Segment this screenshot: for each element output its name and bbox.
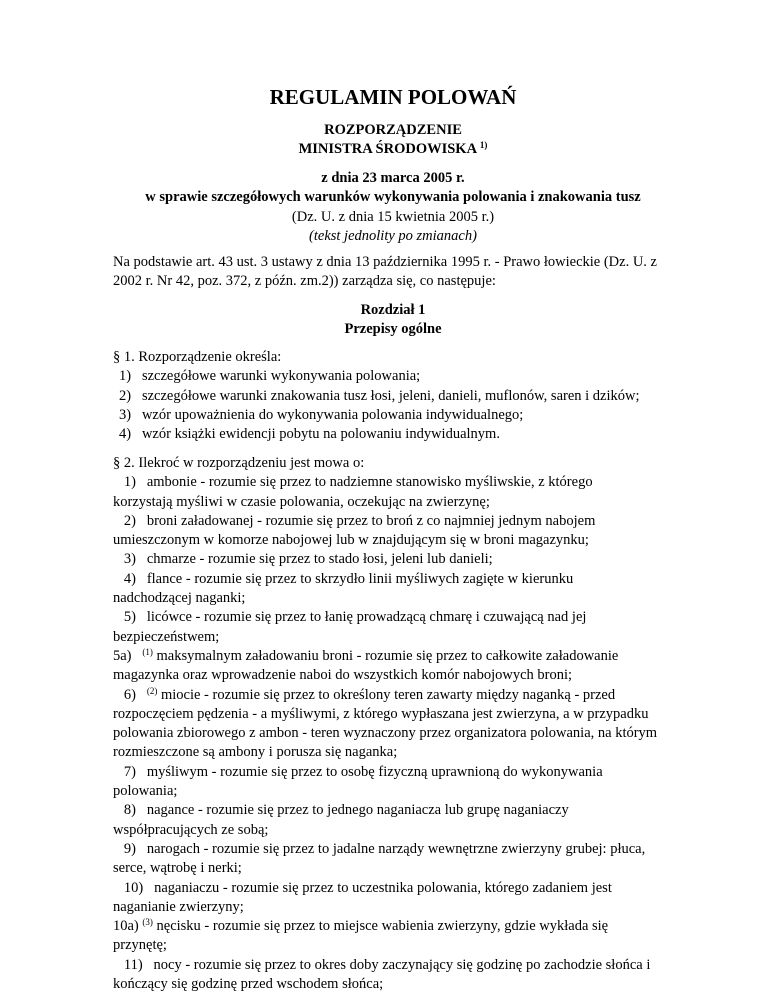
preamble-line: Na podstawie art. 43 ust. 3 ustawy z dnia 13 października 1995 r. - Prawo łowieckie (Dz. U. z xyxy=(113,254,657,270)
definition-line: 7) myśliwym - rozumie się przez to osobę fizyczną uprawnioną do wykonywania xyxy=(113,763,603,780)
chapter-heading xyxy=(113,301,673,340)
definition-line: serce, wątrobę i nerki; xyxy=(113,860,242,877)
item-number: 6) xyxy=(113,686,147,703)
definition-text: maksymalnym załadowaniu broni - rozumie się przez to całkowite załadowanie xyxy=(152,647,619,664)
definition-line: rozpoczęciem pędzenia - a myśliwymi, z którego wypłaszana jest zwierzyna, a w przypadku xyxy=(113,705,649,722)
definition-line: rozmieszczone są ambony i porusza się naganka; xyxy=(113,744,398,761)
preamble xyxy=(113,253,673,292)
list-item: 1) szczegółowe warunki wykonywania polowania; xyxy=(119,368,421,385)
regulation-subject: w sprawie szczegółowych warunków wykonywania polowania i znakowania tusz xyxy=(145,189,641,206)
definition-line: 5) licówce - rozumie się przez to łanię prowadzącą chmarę i czuwającą nad jej xyxy=(113,609,587,626)
ministry-name: MINISTRA ŚRODOWISKA xyxy=(298,141,477,158)
paragraph-intro: § 1. Rozporządzenie określa: xyxy=(113,349,282,365)
paragraph-1 xyxy=(113,348,673,444)
definition-line: polowania; xyxy=(113,783,178,800)
definition-line: kończący się godzinę przed wschodem słońca; xyxy=(113,976,384,993)
issuing-ministry xyxy=(113,140,673,159)
paragraph-2 xyxy=(113,454,673,994)
item-number: 10a) xyxy=(113,918,143,935)
definition-line: współpracujących ze sobą; xyxy=(113,821,269,838)
definition-line: naganianie zwierzyny; xyxy=(113,898,244,915)
definition-line: 1) ambonie - rozumie się przez to nadziemne stanowisko myśliwskie, z którego xyxy=(113,474,593,491)
regulation-type: ROZPORZĄDZENIE xyxy=(324,122,462,138)
list-item: 2) szczegółowe warunki znakowania tusz łosi, jeleni, danieli, muflonów, saren i dzików; xyxy=(119,387,640,404)
paragraph-intro: § 2. Ilekroć w rozporządzeniu jest mowa o: xyxy=(113,455,365,471)
definition-line: korzystają myśliwi w czasie polowania, oczekując na zwierzynę; xyxy=(113,493,490,510)
definition-line: 10) naganiaczu - rozumie się przez to uczestnika polowania, którego zadaniem jest xyxy=(113,879,612,896)
definition-text: nęcisku - rozumie się przez to miejsce wabienia zwierzyny, gdzie wykłada się xyxy=(152,918,609,935)
definition-line xyxy=(113,686,673,705)
regulation-meta xyxy=(113,169,673,246)
document-title: REGULAMIN POLOWAŃ xyxy=(269,85,517,109)
definition-line: bezpieczeństwem; xyxy=(113,628,220,645)
definition-line: 3) chmarze - rozumie się przez to stado łosi, jeleni lub danieli; xyxy=(113,551,493,568)
definition-text: miocie - rozumie się przez to określony teren zawarty między naganką - przed xyxy=(157,686,616,703)
journal-reference: (Dz. U. z dnia 15 kwietnia 2005 r.) xyxy=(291,208,495,225)
definition-line: 8) nagance - rozumie się przez to jednego naganiacza lub grupę naganiaczy xyxy=(113,802,569,819)
definition-line: 2) broni załadowanej - rozumie się przez to broń z co najmniej jednym nabojem xyxy=(113,512,596,529)
definition-line: 9) narogach - rozumie się przez to jadalne narządy wewnętrzne zwierzyny grubej: płuca, xyxy=(113,840,646,857)
consolidated-note: (tekst jednolity po zmianach) xyxy=(309,227,477,244)
footnote-ref: (1) xyxy=(142,646,153,657)
definition-line: umieszczonym w komorze nabojowej lub w znajdującym się w broni magazynku; xyxy=(113,532,589,549)
regulation-date: z dnia 23 marca 2005 r. xyxy=(321,170,465,186)
definition-line xyxy=(113,917,673,936)
item-number: 5a) xyxy=(113,647,143,664)
footnote-ref: 1) xyxy=(479,140,488,151)
definition-line: 11) nocy - rozumie się przez to okres doby zaczynający się godzinę po zachodzie słońca i xyxy=(113,956,651,973)
definition-line xyxy=(113,647,673,666)
definition-line: przynętę; xyxy=(113,937,167,954)
definition-line: nadchodzącej naganki; xyxy=(113,590,246,607)
preamble-line: 2002 r. Nr 42, poz. 372, z późn. zm.2)) zarządza się, co następuje: xyxy=(113,273,496,290)
list-item: 3) wzór upoważnienia do wykonywania polowania indywidualnego; xyxy=(119,406,524,423)
footnote-ref: (3) xyxy=(142,917,153,928)
definition-line: magazynka oraz wprowadzenie naboi do wszystkich komór nabojowych broni; xyxy=(113,667,573,684)
list-item: 4) wzór książki ewidencji pobytu na polowaniu indywidualnym. xyxy=(119,426,500,443)
definition-line: polowania zbiorowego z ambon - teren wyznaczony przez organizatora polowania, na którym xyxy=(113,725,658,742)
chapter-name: Przepisy ogólne xyxy=(344,321,442,338)
chapter-number: Rozdział 1 xyxy=(360,302,426,318)
definition-line: 4) flance - rozumie się przez to skrzydło linii myśliwych zagięte w kierunku xyxy=(113,570,574,587)
footnote-ref: (2) xyxy=(146,685,158,696)
regulation-heading xyxy=(113,121,673,160)
